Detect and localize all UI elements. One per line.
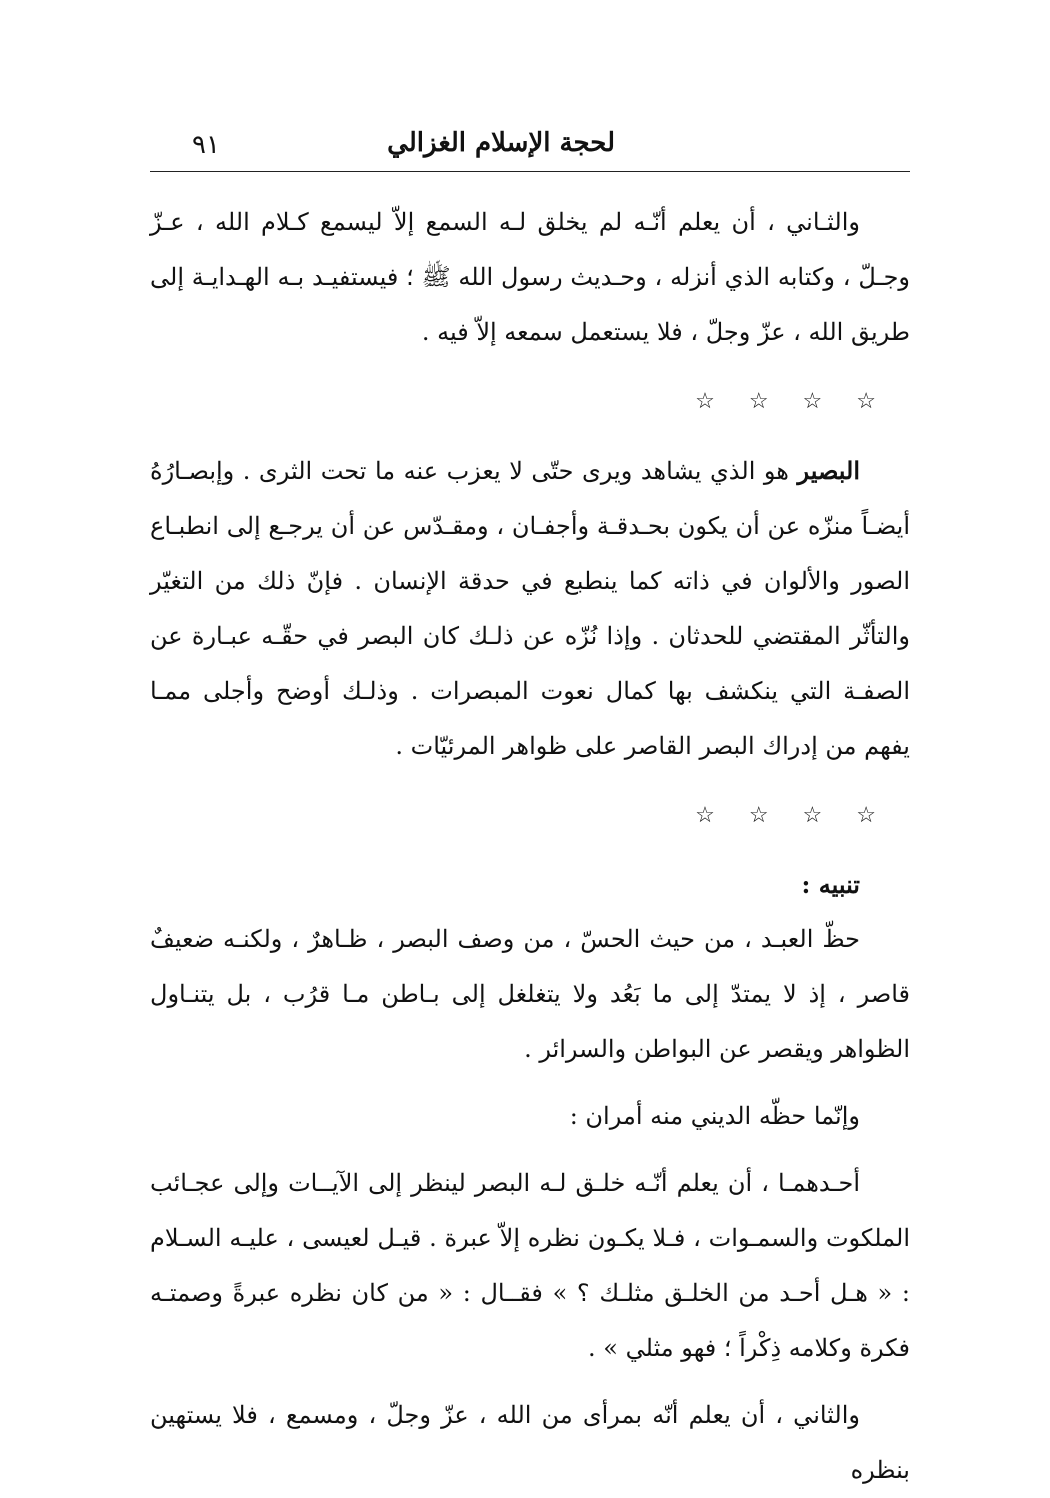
running-title: لحجة الإسلام الغزالي: [387, 128, 615, 158]
paragraph-al-basir: [150, 443, 910, 774]
separator-stars-2: ☆☆☆☆: [695, 803, 910, 828]
paragraph-al-basir-text: هو الذي يشاهد ويرى حتّى لا يعزب عنه ما تحت الثرى . وإبصـارُهُ أيضـاً منزّه عن أن يكون بحـدقـة وأجفـان ، ومقـدّس عن أن يرجـع إلى انطبـاع الصور والألوان في ذاته كما ينطبع في حدقة الإنسان . فإنّ ذلك من التغيّر والتأثّر المقتضي للحدثان . وإذا نُزّه عن ذلـك كان البصر في حقّـه عبـارة عن الصفـة التي ينكشف بها كمال نعوت المبصرات . وذلـك أوضح وأجلى ممـا يفهم من إدراك البصر القاصر على ظواهر المرئيّات .: [150, 457, 910, 760]
separator-stars: ☆☆☆☆: [695, 389, 910, 414]
paragraph-first-matter: أحـدهمـا ، أن يعلم أنّـه خلـق لـه البصر لينظر إلى الآيــات وإلى عجـائب الملكوت والسمـوات ، فـلا يكـون نظره إلاّ عبرة . قيـل لعيسى ، عليـه السـلام : « هـل أحـد من الخلـق مثلـك ؟ » فقــال : « من كان نظره عبرةً وصمتـه فكرة وكلامه ذِكْراً ؛ فهو مثلي » .: [150, 1169, 910, 1362]
page-body: [150, 195, 910, 1498]
header-rule: [150, 171, 910, 172]
page-number: ٩١: [192, 130, 220, 160]
page-header: [150, 120, 910, 170]
paragraph-hearing-second: والثـاني ، أن يعلم أنّـه لم يخلق لـه السمع إلاّ ليسمع كـلام الله ، عـزّ وجـلّ ، وكتابه الذي أنزله ، وحـديث رسول الله ﷺ ؛ فيستفيـد بـه الهـدايـة إلى طريق الله ، عزّ وجلّ ، فلا يستعمل سمعه إلاّ فيه .: [150, 208, 910, 346]
defined-term: البصير: [797, 456, 860, 485]
paragraph-servant-share: حظّ العبـد ، من حيث الحسّ ، من وصف البصر ، ظـاهرٌ ، ولكنـه ضعيفٌ قاصر ، إذ لا يمتدّ إلى ما بَعُد ولا يتغلغل إلى بـاطن مـا قرُب ، بل يتنـاول الظواهر ويقصر عن البواطن والسرائر .: [150, 925, 910, 1063]
paragraph-second-matter: والثاني ، أن يعلم أنّه بمرأى من الله ، عزّ وجلّ ، ومسمع ، فلا يستهين بنظره: [150, 1401, 910, 1484]
section-heading: تنبيه :: [801, 870, 860, 899]
paragraph-religious-share: وإنّما حظّه الديني منه أمران :: [569, 1102, 860, 1130]
